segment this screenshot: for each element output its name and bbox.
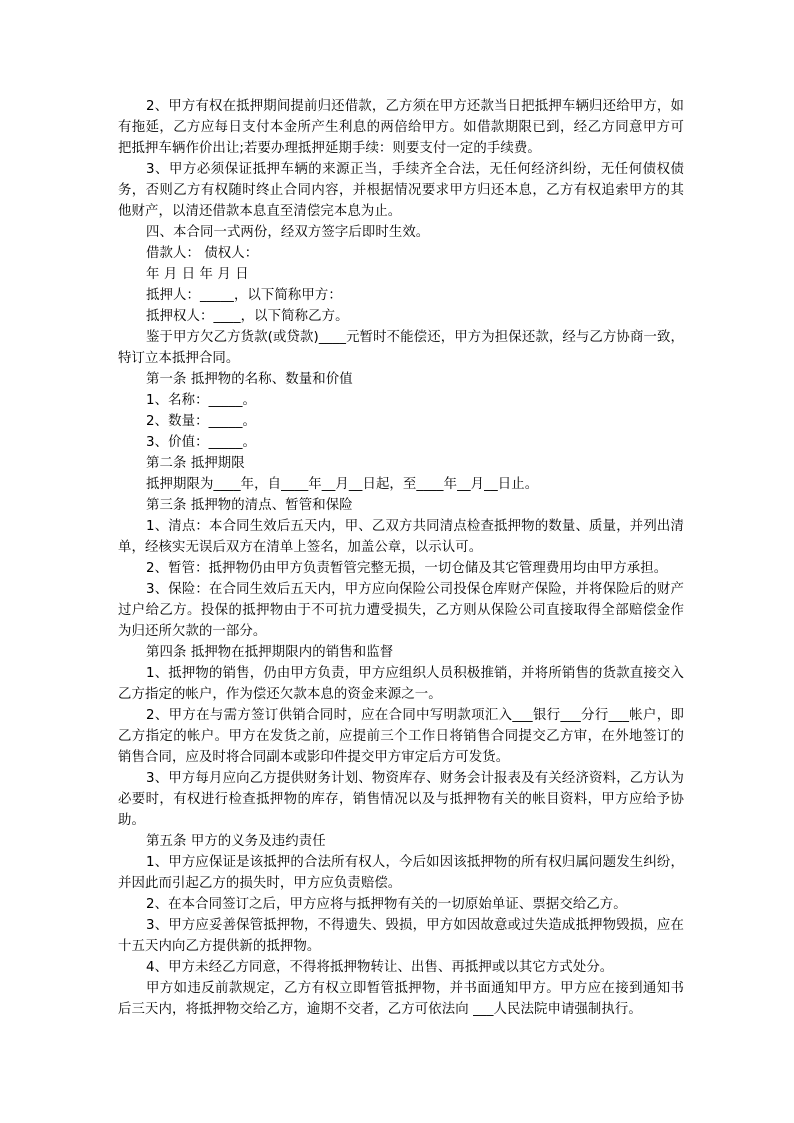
article-5-safekeeping: 3、甲方应妥善保管抵押物，不得遗失、毁损，甲方如因故意或过失造成抵押物毁损，应在十五天内向乙方提供新的抵押物。 [118,918,684,954]
article-4-sales: 1、抵押物的销售，仍由甲方负责，甲方应组织人员积极推销，并将所销售的货款直接交入乙方指定的帐户，作为偿还欠款本息的资金来源之一。 [118,666,684,702]
signature-parties: 借款人： 债权人： [146,246,259,261]
paragraph-early-repayment: 2、甲方有权在抵押期间提前归还借款，乙方须在甲方还款当日把抵押车辆归还给甲方，如有拖延，乙方应每日支付本金所产生利息的两倍给甲方。如借款期限已到，经乙方同意甲方可把抵押车辆作价出让;若要办理抵押延期手续：则要支付一定的手续费。 [118,99,684,156]
signature-dates: 年 月 日 年 月 日 [146,267,249,282]
article-5-no-transfer: 4、甲方未经乙方同意，不得将抵押物转让、出售、再抵押或以其它方式处分。 [146,960,614,975]
article-4-reports: 3、甲方每月应向乙方提供财务计划、物资库存、财务会计报表及有关经济资料，乙方认为必要时，有权进行检查抵押物的库存，销售情况以及与抵押物有关的帐目资料，甲方应给予协助。 [118,771,684,828]
mortgagor-line: 抵押人：_____，以下简称甲方： [146,288,342,303]
article-5-heading: 第五条 甲方的义务及违约责任 [146,834,326,849]
article-4-heading: 第四条 抵押物在抵押期限内的销售和监督 [146,645,394,660]
article-5-ownership: 1、甲方应保证是该抵押的合法所有权人，今后如因该抵押物的所有权归属问题发生纠纷，并因此而引起乙方的损失时，甲方应负责赔偿。 [118,855,684,891]
article-4-contracts: 2、甲方在与需方签订供销合同时，应在合同中写明款项汇入___银行___分行___帐户，即乙方指定的帐户。甲方在发货之前，应提前三个工作日将销售合同提交乙方审，在外地签订的销售合同，应及时将合同副本或影印件提交甲方审定后方可发货。 [118,708,684,765]
paragraph-copies: 四、本合同一式两份，经双方签字后即时生效。 [146,225,430,240]
article-5-breach: 甲方如违反前款规定，乙方有权立即暂管抵押物，并书面通知甲方。甲方应在接到通知书后三天内，将抵押物交给乙方，逾期不交者，乙方可依法向 ___人民法院申请强制执行。 [118,981,684,1017]
mortgagee-line: 抵押权人：____，以下简称乙方。 [146,309,349,324]
article-3-insurance: 3、保险：在合同生效后五天内，甲方应向保险公司投保仓库财产保险，并将保险后的财产过户给乙方。投保的抵押物由于不可抗力遭受损失，乙方则从保险公司直接取得全部赔偿金作为归还所欠款的一部分。 [118,582,684,639]
paragraph-vehicle-source: 3、甲方必须保证抵押车辆的来源正当，手续齐全合法，无任何经济纠纷，无任何债权债务，否则乙方有权随时终止合同内容，并根据情况要求甲方归还本息，乙方有权追索甲方的其他财产，以清还借款本息直至清偿完本息为止。 [118,162,684,219]
article-3-custody: 2、暂管：抵押物仍由甲方负责暂管完整无损，一切仓储及其它管理费用均由甲方承担。 [146,561,668,576]
article-5-documents: 2、在本合同签订之后，甲方应将与抵押物有关的一切原始单证、票据交给乙方。 [146,897,627,912]
article-1-heading: 第一条 抵押物的名称、数量和价值 [146,372,353,387]
article-3-heading: 第三条 抵押物的清点、暂管和保险 [146,498,353,513]
contract-body [118,96,684,1020]
article-1-value: 3、价值：_____。 [146,435,257,450]
article-1-quantity: 2、数量：_____。 [146,414,257,429]
article-2-term: 抵押期限为____年，自____年__月__日起，至____年__月__日止。 [146,477,539,492]
article-2-heading: 第二条 抵押期限 [146,456,245,471]
paragraph-recital: 鉴于甲方欠乙方货款(或贷款)____元暂时不能偿还，甲方为担保还款，经与乙方协商一致，特订立本抵押合同。 [118,330,684,366]
article-1-name: 1、名称：_____。 [146,393,257,408]
article-3-inventory: 1、清点：本合同生效后五天内，甲、乙双方共同清点检查抵押物的数量、质量，并列出清单，经核实无误后双方在清单上签名，加盖公章，以示认可。 [118,519,684,555]
